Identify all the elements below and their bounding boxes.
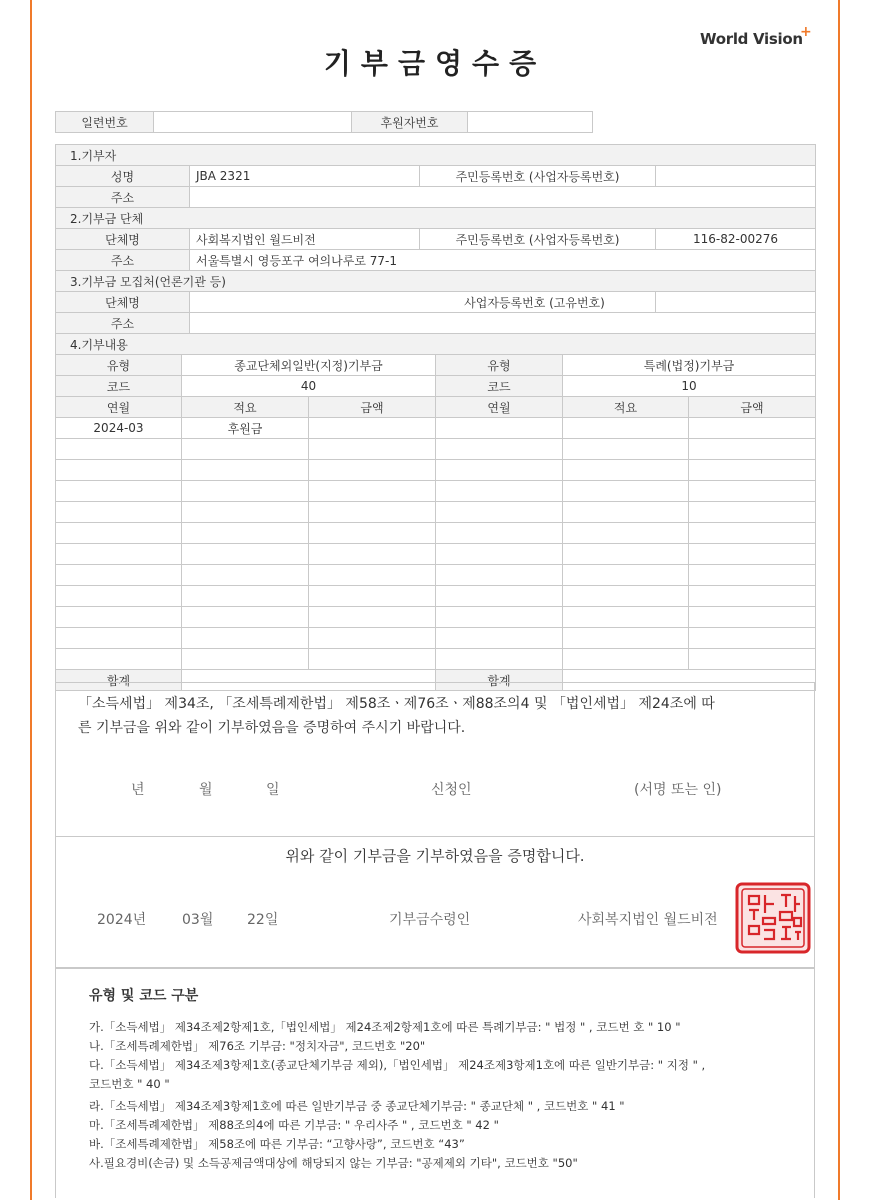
left-code-label: 코드 — [56, 376, 182, 397]
sign-note: (서명 또는 인) — [634, 782, 722, 798]
guide-line: 나.「조세특례제한법」 제76조 기부금: "정치자금", 코드번호 "20" — [89, 1039, 426, 1053]
empty-cell — [563, 649, 689, 670]
row-desc: 후원금 — [182, 418, 309, 439]
empty-cell — [309, 502, 436, 523]
empty-cell — [182, 649, 309, 670]
table-row — [56, 439, 816, 460]
empty-cell — [436, 628, 563, 649]
table-row — [56, 607, 816, 628]
row-empty-cell — [436, 418, 563, 439]
empty-cell — [563, 544, 689, 565]
guide-line: 라.「소득세법」 제34조제3항제1호에 따른 일반기부금 중 종교단체기부금: " 종교단체 " , 코드번호 " 41 " — [89, 1099, 625, 1113]
certification-text: 위와 같이 기부금을 기부하였음을 증명합니다. — [285, 847, 585, 865]
empty-cell — [56, 607, 182, 628]
receiver-label: 기부금수령인 — [389, 912, 471, 928]
empty-cell — [689, 586, 816, 607]
serial-label: 일련번호 — [56, 112, 154, 133]
guide-title: 유형 및 코드 구분 — [89, 988, 199, 1004]
empty-cell — [56, 565, 182, 586]
total-label-left: 합계 — [56, 670, 182, 691]
donor-id-label: 주민등록번호 (사업자등록번호) — [420, 166, 656, 187]
empty-cell — [309, 544, 436, 565]
donation-content-table — [55, 354, 816, 691]
empty-cell — [182, 481, 309, 502]
empty-cell — [563, 607, 689, 628]
empty-cell — [689, 439, 816, 460]
table-row — [56, 418, 816, 439]
table-row — [56, 544, 816, 565]
declaration-line-2: 른 기부금을 위와 같이 기부하였음을 증명하여 주시기 바랍니다. — [78, 720, 466, 736]
org-name-value: 사회복지법인 월드비전 — [190, 229, 420, 250]
collector-address-value — [190, 313, 816, 334]
empty-cell — [309, 565, 436, 586]
right-code-label: 코드 — [436, 376, 563, 397]
empty-cell — [56, 544, 182, 565]
world-vision-logo — [700, 24, 812, 48]
empty-cell — [689, 628, 816, 649]
row-month: 2024-03 — [56, 418, 182, 439]
empty-cell — [309, 460, 436, 481]
table-row — [56, 502, 816, 523]
cert-month: 03월 — [182, 912, 214, 928]
empty-cell — [309, 628, 436, 649]
guide-line: 코드번호 " 40 " — [89, 1077, 170, 1091]
empty-cell — [182, 586, 309, 607]
row-empty-cell — [689, 418, 816, 439]
total-label-right: 합계 — [436, 670, 563, 691]
empty-cell — [436, 607, 563, 628]
declaration-day: 일 — [266, 782, 280, 798]
empty-cell — [563, 565, 689, 586]
applicant-label: 신청인 — [431, 782, 472, 798]
parties-table — [55, 144, 816, 355]
declaration-year: 년 — [131, 782, 145, 798]
official-seal-icon — [735, 882, 811, 954]
sponsor-number-value — [468, 112, 593, 133]
collector-section-title: 3.기부금 모집처(언론기관 등) — [56, 271, 816, 292]
donor-name-label: 성명 — [56, 166, 190, 187]
donor-address-label: 주소 — [56, 187, 190, 208]
empty-cell — [689, 481, 816, 502]
logo-text: World Vision — [700, 30, 803, 48]
left-type-value: 종교단체외일반(지정)기부금 — [182, 355, 436, 376]
guide-line: 가.「소득세법」 제34조제2항제1호,「법인세법」 제24조제2항제1호에 따른 특례기부금: " 법정 " , 코드번 호 " 10 " — [89, 1020, 681, 1034]
declaration-line-1: 「소득세법」 제34조, 「조세특례제한법」 제58조ㆍ제76조ㆍ제88조의4 및 「법인세법」 제24조에 따 — [78, 696, 715, 712]
empty-cell — [182, 628, 309, 649]
col-month-right: 연월 — [436, 397, 563, 418]
empty-cell — [182, 502, 309, 523]
empty-cell — [182, 607, 309, 628]
content-section-title: 4.기부내용 — [56, 334, 816, 355]
logo-plus-icon: + — [800, 24, 812, 40]
org-name-label: 단체명 — [56, 229, 190, 250]
empty-cell — [56, 439, 182, 460]
sponsor-number-label: 후원자번호 — [352, 112, 468, 133]
empty-cell — [563, 628, 689, 649]
empty-cell — [436, 565, 563, 586]
page-title: 기부금영수증 — [323, 47, 547, 80]
empty-cell — [436, 502, 563, 523]
empty-cell — [689, 523, 816, 544]
donor-id-value — [656, 166, 816, 187]
certification-box — [55, 836, 815, 968]
right-code-value: 10 — [563, 376, 816, 397]
org-id-label: 주민등록번호 (사업자등록번호) — [420, 229, 656, 250]
empty-cell — [436, 586, 563, 607]
table-row — [56, 523, 816, 544]
guide-line: 바.「조세특례제한법」 제58조에 따른 기부금: “고향사랑”, 코드번호 “43” — [89, 1137, 465, 1151]
empty-cell — [309, 649, 436, 670]
empty-cell — [56, 628, 182, 649]
right-type-label: 유형 — [436, 355, 563, 376]
empty-cell — [563, 460, 689, 481]
serial-table — [55, 111, 593, 133]
donor-address-value — [190, 187, 816, 208]
empty-cell — [56, 460, 182, 481]
empty-cell — [689, 502, 816, 523]
empty-cell — [436, 460, 563, 481]
empty-cell — [309, 481, 436, 502]
empty-cell — [56, 586, 182, 607]
org-id-value: 116-82-00276 — [656, 229, 816, 250]
collector-id-label: 사업자등록번호 (고유번호) — [190, 292, 656, 313]
declaration-month: 월 — [199, 782, 213, 798]
guide-line: 다.「소득세법」 제34조제3항제1호(종교단체기부금 제외),「법인세법」 제24조제3항제1호에 따른 일반기부금: " 지정 " , — [89, 1058, 706, 1072]
cert-day: 22일 — [247, 912, 279, 928]
empty-cell — [182, 544, 309, 565]
empty-cell — [689, 544, 816, 565]
empty-cell — [563, 586, 689, 607]
empty-cell — [56, 523, 182, 544]
collector-address-label: 주소 — [56, 313, 190, 334]
table-row — [56, 649, 816, 670]
table-row — [56, 586, 816, 607]
col-amount-right: 금액 — [689, 397, 816, 418]
empty-cell — [309, 586, 436, 607]
declaration-box — [55, 682, 815, 836]
empty-cell — [436, 649, 563, 670]
left-code-value: 40 — [182, 376, 436, 397]
empty-cell — [182, 439, 309, 460]
serial-value — [154, 112, 352, 133]
right-type-value: 특례(법정)기부금 — [563, 355, 816, 376]
left-type-label: 유형 — [56, 355, 182, 376]
empty-cell — [689, 565, 816, 586]
empty-cell — [563, 481, 689, 502]
empty-cell — [436, 439, 563, 460]
donor-name-value: JBA 2321 — [190, 166, 420, 187]
table-row — [56, 460, 816, 481]
receiver-name: 사회복지법인 월드비전 — [578, 912, 718, 928]
empty-cell — [182, 460, 309, 481]
row-empty-cell — [563, 418, 689, 439]
guide-line: 사.필요경비(손금) 및 소득공제금액대상에 해당되지 않는 기부금: "공제제외 기타", 코드번호 "50" — [89, 1156, 578, 1170]
guide-box — [55, 968, 815, 1198]
empty-cell — [436, 481, 563, 502]
empty-cell — [689, 607, 816, 628]
empty-cell — [309, 607, 436, 628]
empty-cell — [689, 649, 816, 670]
empty-cell — [436, 523, 563, 544]
empty-cell — [563, 439, 689, 460]
empty-cell — [56, 481, 182, 502]
col-month-left: 연월 — [56, 397, 182, 418]
empty-cell — [56, 649, 182, 670]
collector-name-label: 단체명 — [56, 292, 190, 313]
row-amount — [309, 418, 436, 439]
empty-cell — [563, 523, 689, 544]
col-desc-left: 적요 — [182, 397, 309, 418]
guide-line: 마.「조세특례제한법」 제88조의4에 따른 기부금: " 우리사주 " , 코드번호 " 42 " — [89, 1118, 499, 1132]
col-desc-right: 적요 — [563, 397, 689, 418]
empty-cell — [436, 544, 563, 565]
empty-cell — [563, 502, 689, 523]
table-row — [56, 565, 816, 586]
empty-cell — [182, 523, 309, 544]
empty-cell — [56, 502, 182, 523]
cert-year: 2024년 — [97, 912, 147, 928]
empty-cell — [309, 523, 436, 544]
org-address-value: 서울특별시 영등포구 여의나루로 77-1 — [190, 250, 816, 271]
col-amount-left: 금액 — [309, 397, 436, 418]
empty-cell — [689, 460, 816, 481]
table-row — [56, 481, 816, 502]
empty-cell — [182, 565, 309, 586]
empty-cell — [309, 439, 436, 460]
org-address-label: 주소 — [56, 250, 190, 271]
donor-section-title: 1.기부자 — [56, 145, 816, 166]
collector-id-value — [656, 292, 816, 313]
org-section-title: 2.기부금 단체 — [56, 208, 816, 229]
table-row — [56, 628, 816, 649]
